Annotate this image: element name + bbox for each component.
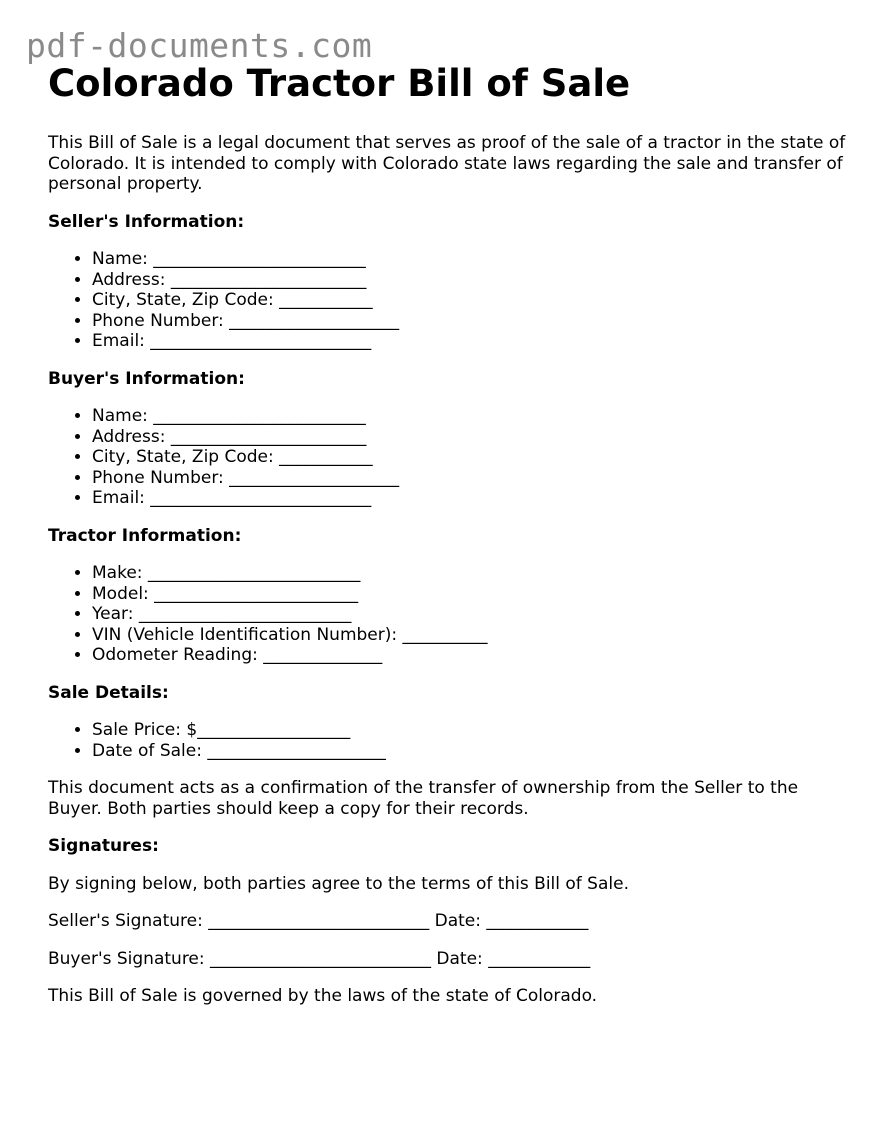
- tractor-heading: Tractor Information:: [48, 525, 242, 546]
- sale-price-field: • Sale Price: $__________________: [92, 720, 848, 741]
- buyer-address-field: • Address: _______________________: [92, 427, 848, 448]
- seller-address-field: • Address: _______________________: [92, 270, 848, 291]
- intro-paragraph: This Bill of Sale is a legal document that serves as proof of the sale of a tractor in the state of Colorado. It is intended to comply with Colorado state laws regarding the sale and transfer of personal property.: [48, 133, 846, 194]
- watermark-text: pdf-documents.com: [26, 26, 373, 65]
- page-title: Colorado Tractor Bill of Sale: [48, 62, 631, 105]
- tractor-make-field: • Make: _________________________: [92, 563, 848, 584]
- signatures-heading: Signatures:: [48, 836, 159, 856]
- confirmation-paragraph: This document acts as a confirmation of the transfer of ownership from the Seller to the Buyer. Both parties should keep a copy for their records.: [48, 778, 799, 819]
- buyer-fields-list: [48, 406, 848, 509]
- seller-fields-list: [48, 249, 848, 352]
- sale-heading: Sale Details:: [48, 682, 169, 703]
- tractor-fields-list: [48, 563, 848, 666]
- buyer-signature-line: Buyer's Signature: __________________________ Date: ____________: [48, 948, 591, 969]
- agreement-text: By signing below, both parties agree to the terms of this Bill of Sale.: [48, 873, 629, 894]
- sale-fields-list: [48, 720, 848, 761]
- governing-law-text: This Bill of Sale is governed by the laws of the state of Colorado.: [48, 986, 598, 1006]
- buyer-name-field: • Name: _________________________: [92, 406, 848, 427]
- seller-name-field: • Name: _________________________: [92, 249, 848, 270]
- tractor-year-field: • Year: _________________________: [92, 604, 848, 625]
- seller-phone-field: • Phone Number: ____________________: [92, 311, 848, 332]
- seller-signature-line: Seller's Signature: __________________________ Date: ____________: [48, 911, 589, 931]
- buyer-heading: Buyer's Information:: [48, 368, 245, 389]
- seller-city-field: • City, State, Zip Code: ___________: [92, 290, 848, 311]
- tractor-vin-field: • VIN (Vehicle Identification Number): __________: [92, 625, 848, 646]
- buyer-city-field: • City, State, Zip Code: ___________: [92, 447, 848, 468]
- buyer-email-field: • Email: __________________________: [92, 488, 848, 509]
- tractor-odometer-field: • Odometer Reading: ______________: [92, 645, 848, 666]
- sale-date-field: • Date of Sale: _____________________: [92, 741, 848, 762]
- tractor-model-field: • Model: ________________________: [92, 584, 848, 605]
- seller-heading: Seller's Information:: [48, 211, 245, 232]
- seller-email-field: • Email: __________________________: [92, 331, 848, 352]
- document-page: [48, 60, 848, 1007]
- buyer-phone-field: • Phone Number: ____________________: [92, 468, 848, 489]
